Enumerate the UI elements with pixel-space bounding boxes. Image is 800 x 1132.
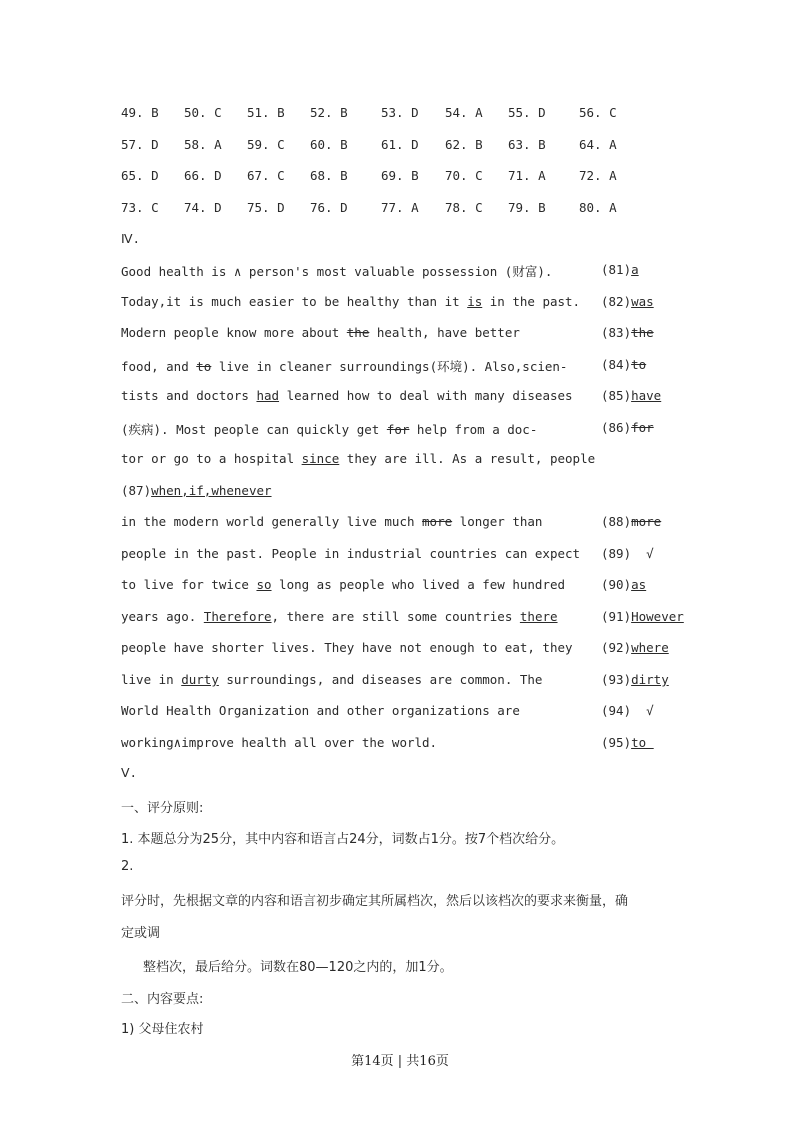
answer-number: 66. <box>184 168 207 183</box>
correction-answer <box>601 388 661 403</box>
answer-choice: A <box>538 168 546 183</box>
passage-text: learned how to deal with many diseases <box>279 388 573 403</box>
correction-number: (83) <box>601 325 632 340</box>
answer-item <box>247 200 285 215</box>
answer-number: 76. <box>310 200 333 215</box>
scoring-item-2-number: 2. <box>121 859 134 874</box>
correction-number: (91) <box>601 609 632 624</box>
correction-answer <box>601 703 654 718</box>
answer-number: 73. <box>121 200 144 215</box>
answer-choice: B <box>538 137 546 152</box>
answer-choice: C <box>609 105 617 120</box>
struck-word: to <box>196 359 212 374</box>
answer-number: 52. <box>310 105 333 120</box>
correction-answer <box>601 325 654 340</box>
correction-answer <box>601 672 669 687</box>
passage-text: live in <box>121 672 182 687</box>
correction-answer <box>601 609 684 624</box>
passage-line <box>121 325 520 340</box>
correction-word: a <box>631 262 639 277</box>
answer-item <box>381 168 419 183</box>
correction-number: (94) √ <box>601 703 654 718</box>
passage-text: longer than <box>452 514 543 529</box>
passage-text: people have shorter lives. They have not enough to eat, they <box>121 640 573 655</box>
answer-item <box>247 105 285 120</box>
answer-item <box>381 200 419 215</box>
answer-choice: C <box>277 168 285 183</box>
answer-item <box>579 168 617 183</box>
passage-text: live in cleaner surroundings(环境). Also,scien- <box>211 359 568 374</box>
answer-choice: A <box>475 105 483 120</box>
marked-error-word: there <box>519 609 558 624</box>
passage-line <box>121 735 437 750</box>
answer-choice: C <box>475 200 483 215</box>
answer-number: 79. <box>508 200 531 215</box>
passage-text: Today,it is much easier to be healthy than it <box>121 294 468 309</box>
correction-word: dirty <box>631 672 669 687</box>
answer-number: 53. <box>381 105 404 120</box>
answer-number: 67. <box>247 168 270 183</box>
answer-item <box>579 137 617 152</box>
marked-error-word: durty <box>181 672 219 687</box>
scoring-item-2-line-3: 整档次，最后给分。词数在80—120之内的，加1分。 <box>143 960 453 975</box>
passage-text: tor or go to a hospital <box>121 451 302 466</box>
correction-number: (82) <box>601 294 632 309</box>
correction-answer <box>601 735 654 750</box>
passage-text: World Health Organization and other organizations are <box>121 703 520 718</box>
scoring-item-2-line-2: 定或调 <box>121 926 161 941</box>
passage-line <box>121 577 565 592</box>
answer-number: 75. <box>247 200 270 215</box>
answer-number: 72. <box>579 168 602 183</box>
passage-text: (疾病). Most people can quickly get <box>121 422 387 437</box>
passage-line <box>121 294 580 309</box>
passage-text: (87) <box>121 483 152 498</box>
passage-text: tists and doctors <box>121 388 257 403</box>
passage-text: , there are still some countries <box>271 609 520 624</box>
marked-error-word: since <box>301 451 340 466</box>
answer-item <box>310 137 348 152</box>
passage-text: Good health is ∧ person's most valuable possession (财富). <box>121 264 553 279</box>
answer-choice: B <box>340 137 348 152</box>
answer-number: 78. <box>445 200 468 215</box>
answer-choice: D <box>277 200 285 215</box>
answer-choice: A <box>609 168 617 183</box>
correction-number: (86) <box>601 420 632 435</box>
correction-answer <box>601 357 646 372</box>
answer-choice: A <box>609 137 617 152</box>
answer-item <box>184 105 222 120</box>
answer-number: 80. <box>579 200 602 215</box>
answer-number: 56. <box>579 105 602 120</box>
content-points-heading: 二、内容要点: <box>121 992 204 1007</box>
correction-answer <box>601 262 639 277</box>
correction-word: However <box>631 609 684 624</box>
answer-item <box>381 105 419 120</box>
correction-word: to <box>631 357 647 372</box>
passage-line <box>121 420 537 438</box>
correction-word: the <box>631 325 654 340</box>
passage-line <box>121 483 272 498</box>
answer-choice: D <box>340 200 348 215</box>
correction-answer <box>601 577 646 592</box>
correction-word: where <box>631 640 669 655</box>
answer-choice: C <box>214 105 222 120</box>
answer-choice: B <box>340 105 348 120</box>
passage-text: health, have better <box>369 325 520 340</box>
passage-line <box>121 609 558 624</box>
passage-line <box>121 262 552 280</box>
passage-line <box>121 451 595 466</box>
answer-item <box>310 200 348 215</box>
answer-number: 59. <box>247 137 270 152</box>
answer-item <box>184 168 222 183</box>
answer-choice: A <box>214 137 222 152</box>
marked-error-word: Therefore <box>203 609 272 624</box>
struck-word: for <box>386 422 410 437</box>
answer-row <box>121 168 721 188</box>
answer-choice: A <box>609 200 617 215</box>
passage-text: in the modern world generally live much <box>121 514 423 529</box>
answer-number: 57. <box>121 137 144 152</box>
answer-choice: A <box>411 200 419 215</box>
answer-choice: B <box>538 200 546 215</box>
answer-choice: C <box>475 168 483 183</box>
answer-item <box>184 137 222 152</box>
answer-number: 62. <box>445 137 468 152</box>
correction-answer <box>601 514 661 529</box>
answer-number: 64. <box>579 137 602 152</box>
correction-word: to <box>631 735 654 750</box>
scoring-item-1: 1. 本题总分为25分，其中内容和语言占24分，词数占1分。按7个档次给分。 <box>121 832 565 847</box>
marked-error-word: so <box>256 577 272 592</box>
page-footer: 第14页 | 共16页 <box>351 1054 449 1069</box>
correction-answer <box>601 640 669 655</box>
correction-answer <box>601 420 654 435</box>
answer-item <box>247 168 285 183</box>
scoring-principles-heading: 一、评分原则: <box>121 801 204 816</box>
answer-item <box>508 168 546 183</box>
answer-choice: B <box>340 168 348 183</box>
answer-choice: B <box>411 168 419 183</box>
correction-number: (81) <box>601 262 632 277</box>
answer-item <box>121 137 159 152</box>
marked-error-word: when,if,whenever <box>151 483 272 498</box>
passage-line <box>121 514 542 529</box>
correction-word: have <box>631 388 662 403</box>
passage-text: long as people who lived a few hundred <box>271 577 566 592</box>
answer-choice: D <box>214 200 222 215</box>
struck-word: more <box>422 514 453 529</box>
answer-number: 63. <box>508 137 531 152</box>
passage-text: they are ill. As a result, people <box>339 451 596 466</box>
answer-item <box>445 168 483 183</box>
struck-word: the <box>346 325 370 340</box>
passage-line <box>121 546 580 561</box>
correction-answer <box>601 546 654 561</box>
passage-text: food, and <box>121 359 197 374</box>
answer-choice: B <box>277 105 285 120</box>
answer-item <box>310 168 348 183</box>
answer-number: 60. <box>310 137 333 152</box>
correction-number: (85) <box>601 388 632 403</box>
scoring-item-2-line-1: 评分时，先根据文章的内容和语言初步确定其所属档次，然后以该档次的要求来衡量，确 <box>121 894 629 909</box>
answer-choice: C <box>151 200 159 215</box>
answer-item <box>184 200 222 215</box>
answer-choice: D <box>151 168 159 183</box>
answer-number: 58. <box>184 137 207 152</box>
answer-item <box>508 137 546 152</box>
passage-text: help from a doc- <box>409 422 538 437</box>
passage-line <box>121 672 542 687</box>
answer-choice: D <box>411 137 419 152</box>
answer-number: 68. <box>310 168 333 183</box>
answer-choice: D <box>214 168 222 183</box>
answer-number: 74. <box>184 200 207 215</box>
answer-choice: D <box>411 105 419 120</box>
answer-row <box>121 105 721 125</box>
correction-number: (92) <box>601 640 632 655</box>
answer-number: 77. <box>381 200 404 215</box>
passage-text: in the past. <box>482 294 581 309</box>
passage-text: surroundings, and diseases are common. The <box>218 672 543 687</box>
answer-item <box>247 137 285 152</box>
answer-row <box>121 200 721 220</box>
correction-number: (93) <box>601 672 632 687</box>
answer-item <box>121 168 159 183</box>
correction-number: (84) <box>601 357 632 372</box>
answer-choice: B <box>151 105 159 120</box>
answer-item <box>310 105 348 120</box>
answer-number: 54. <box>445 105 468 120</box>
passage-line <box>121 640 573 655</box>
passage-line <box>121 388 573 403</box>
answer-item <box>445 137 483 152</box>
passage-text: working∧improve health all over the world. <box>121 735 438 750</box>
correction-word: was <box>631 294 654 309</box>
correction-word: more <box>631 514 662 529</box>
correction-number: (95) <box>601 735 632 750</box>
correction-word: as <box>631 577 647 592</box>
answer-number: 49. <box>121 105 144 120</box>
answer-number: 69. <box>381 168 404 183</box>
answer-item <box>121 200 159 215</box>
correction-word: for <box>631 420 654 435</box>
answer-number: 65. <box>121 168 144 183</box>
answer-item <box>579 105 617 120</box>
answer-choice: C <box>277 137 285 152</box>
answer-choice: D <box>538 105 546 120</box>
correction-number: (88) <box>601 514 632 529</box>
answer-item <box>121 105 159 120</box>
answer-item <box>445 105 483 120</box>
passage-text: to live for twice <box>121 577 257 592</box>
answer-row <box>121 137 721 157</box>
answer-item <box>579 200 617 215</box>
answer-number: 55. <box>508 105 531 120</box>
section-5-heading: Ⅴ. <box>121 765 138 780</box>
answer-choice: D <box>151 137 159 152</box>
marked-error-word: is <box>467 294 483 309</box>
answer-number: 50. <box>184 105 207 120</box>
passage-line <box>121 703 520 718</box>
answer-number: 61. <box>381 137 404 152</box>
section-4-heading: Ⅳ. <box>121 231 141 246</box>
answer-item <box>445 200 483 215</box>
answer-number: 71. <box>508 168 531 183</box>
answer-item <box>381 137 419 152</box>
answer-item <box>508 200 546 215</box>
passage-line <box>121 357 567 375</box>
answer-number: 51. <box>247 105 270 120</box>
answer-item <box>508 105 546 120</box>
marked-error-word: had <box>256 388 280 403</box>
passage-text: people in the past. People in industrial countries can expect <box>121 546 581 561</box>
correction-answer <box>601 294 654 309</box>
correction-number: (89) √ <box>601 546 654 561</box>
passage-text: Modern people know more about <box>121 325 347 340</box>
content-point-1: 1) 父母住农村 <box>121 1022 204 1037</box>
passage-text: years ago. <box>121 609 204 624</box>
correction-number: (90) <box>601 577 632 592</box>
answer-number: 70. <box>445 168 468 183</box>
answer-choice: B <box>475 137 483 152</box>
